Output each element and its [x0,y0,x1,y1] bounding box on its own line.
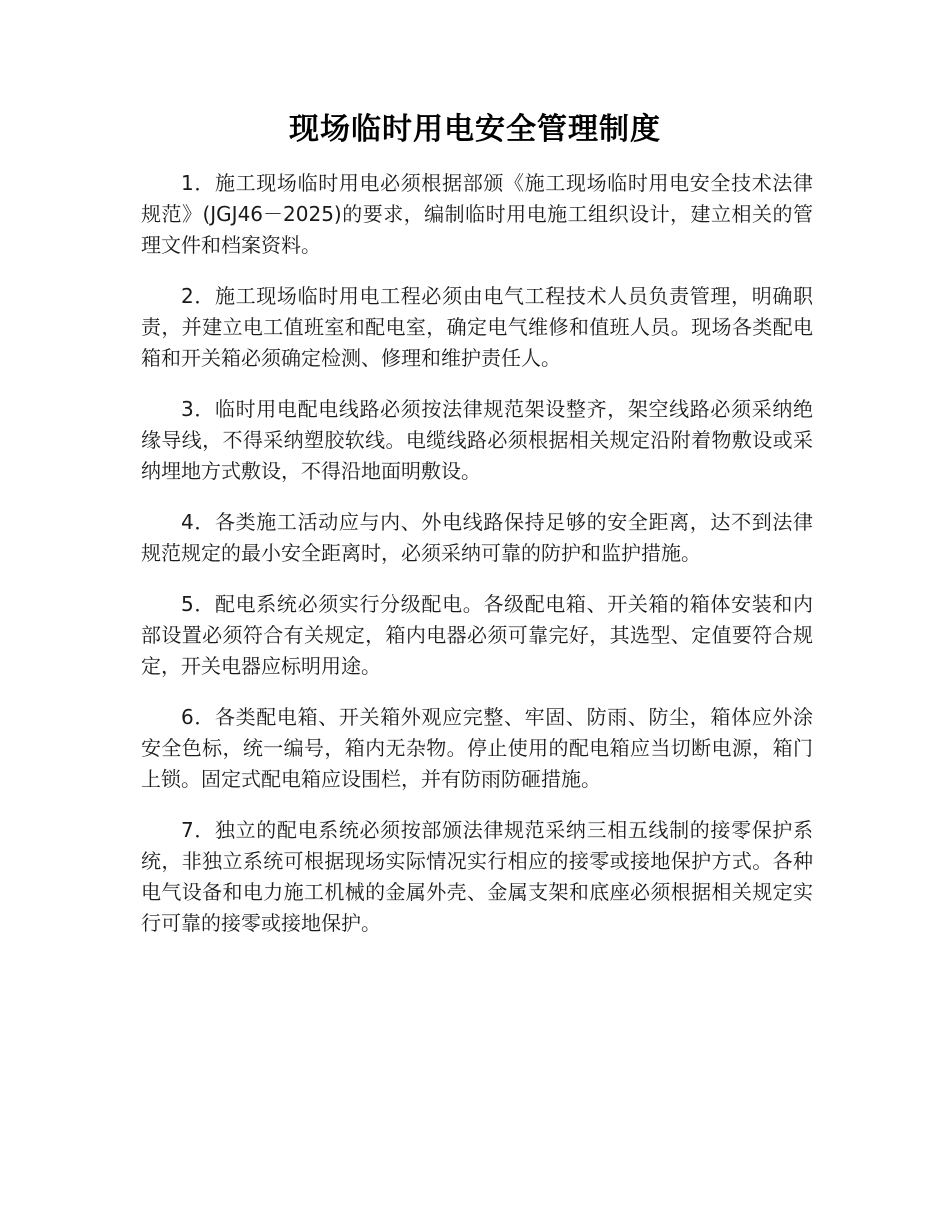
paragraph-2: 2．施工现场临时用电工程必须由电气工程技术人员负责管理，明确职责，并建立电工值班室和配电室，确定电气维修和值班人员。现场各类配电箱和开关箱必须确定检测、修理和维护责任人。 [141,284,813,370]
paragraph-7: 7．独立的配电系统必须按部颁法律规范采纳三相五线制的接零保护系统，非独立系统可根据现场实际情况实行相应的接零或接地保护方式。各种电气设备和电力施工机械的金属外壳、金属支架和底座必须根据相关规定实行可靠的接零或接地保护。 [141,818,813,935]
paragraph-5: 5．配电系统必须实行分级配电。各级配电箱、开关箱的箱体安装和内部设置必须符合有关规定，箱内电器必须可靠完好，其选型、定值要符合规定，开关电器应标明用途。 [141,592,813,678]
paragraph-6: 6．各类配电箱、开关箱外观应完整、牢固、防雨、防尘，箱体应外涂安全色标，统一编号，箱内无杂物。停止使用的配电箱应当切断电源，箱门上锁。固定式配电箱应设围栏，并有防雨防砸措施。 [141,705,813,791]
paragraph-4: 4．各类施工活动应与内、外电线路保持足够的安全距离，达不到法律规范规定的最小安全距离时，必须采纳可靠的防护和监护措施。 [141,510,813,565]
document-title: 现场临时用电安全管理制度 [289,112,661,147]
paragraph-1: 1．施工现场临时用电必须根据部颁《施工现场临时用电安全技术法律规范》(JGJ46－2025)的要求，编制临时用电施工组织设计，建立相关的管理文件和档案资料。 [141,171,813,257]
paragraph-3: 3．临时用电配电线路必须按法律规范架设整齐，架空线路必须采纳绝缘导线，不得采纳塑胶软线。电缆线路必须根据相关规定沿附着物敷设或采纳埋地方式敷设，不得沿地面明敷设。 [141,397,813,483]
document-body [141,168,813,959]
